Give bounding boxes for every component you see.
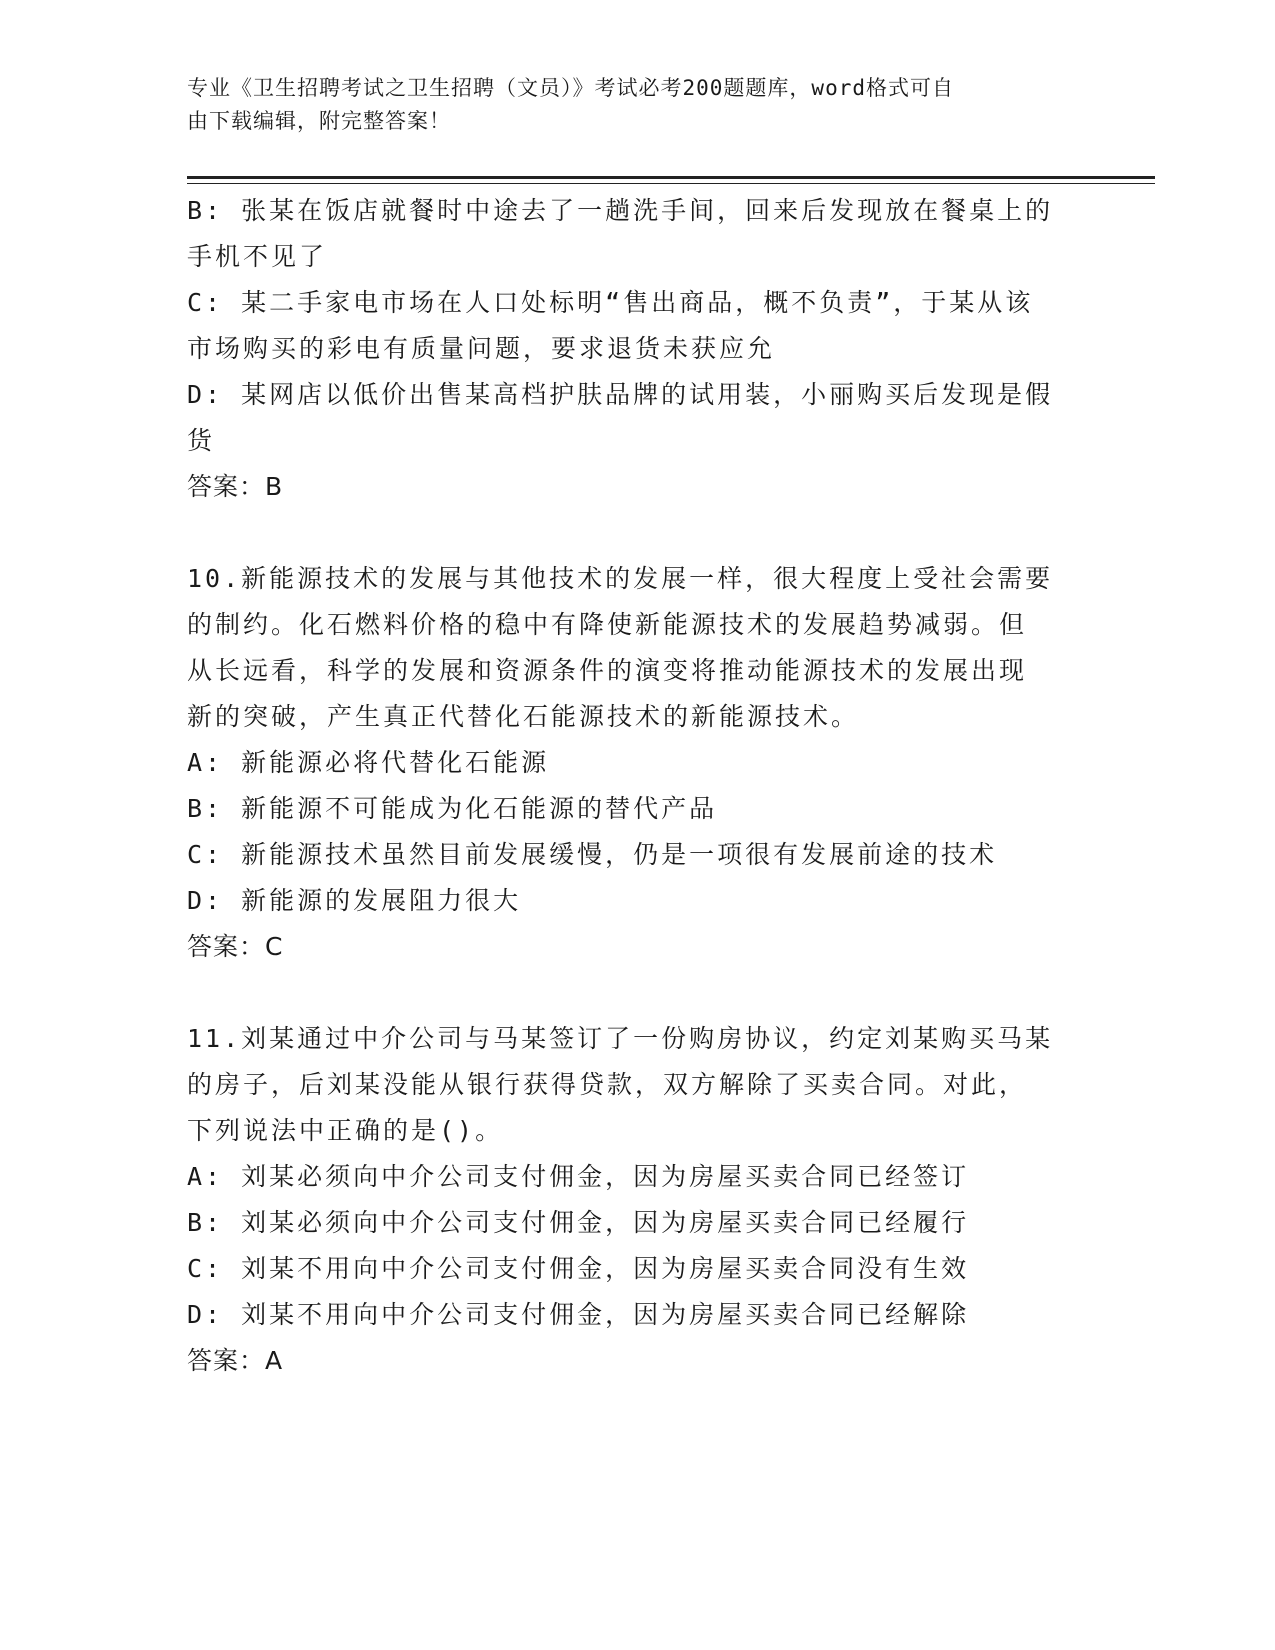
header-divider-thin xyxy=(187,183,1155,184)
question-block-10 xyxy=(187,556,1087,970)
answer-label: 答案：A xyxy=(187,1346,284,1375)
option-c: C: 新能源技术虽然目前发展缓慢，仍是一项很有发展前途的技术 xyxy=(187,840,998,869)
option-b-cont: 手机不见了 xyxy=(187,242,328,271)
question-stem-cont: 的房子，后刘某没能从银行获得贷款，双方解除了买卖合同。对此， xyxy=(187,1070,1028,1099)
block-spacer xyxy=(187,510,1087,556)
question-block-11 xyxy=(187,1016,1087,1384)
option-a: A: 刘某必须向中介公司支付佣金，因为房屋买卖合同已经签订 xyxy=(187,1162,970,1191)
answer-label: 答案：B xyxy=(187,472,284,501)
answer-label: 答案：C xyxy=(187,932,284,961)
option-d: D: 刘某不用向中介公司支付佣金，因为房屋买卖合同已经解除 xyxy=(187,1300,970,1329)
option-c-cont: 市场购买的彩电有质量问题，要求退货未获应允 xyxy=(187,334,776,363)
option-d-cont: 货 xyxy=(187,426,216,455)
header-divider-thick xyxy=(187,176,1155,179)
option-a: A: 新能源必将代替化石能源 xyxy=(187,748,550,777)
option-b: B: 张某在饭店就餐时中途去了一趟洗手间，回来后发现放在餐桌上的 xyxy=(187,196,1054,225)
question-stem: 11.刘某通过中介公司与马某签订了一份购房协议，约定刘某购买马某 xyxy=(187,1024,1054,1053)
option-d: D: 新能源的发展阻力很大 xyxy=(187,886,522,915)
question-stem-cont: 新的突破，产生真正代替化石能源技术的新能源技术。 xyxy=(187,702,860,731)
option-c: C: 某二手家电市场在人口处标明“售出商品，概不负责”，于某从该 xyxy=(187,288,1034,317)
option-b: B: 新能源不可能成为化石能源的替代产品 xyxy=(187,794,718,823)
question-stem-cont: 从长远看，科学的发展和资源条件的演变将推动能源技术的发展出现 xyxy=(187,656,1028,685)
header-line-2: 由下载编辑，附完整答案！ xyxy=(187,109,451,133)
question-stem-cont: 下列说法中正确的是()。 xyxy=(187,1116,504,1145)
question-block-9 xyxy=(187,188,1087,510)
header-line-1: 专业《卫生招聘考试之卫生招聘（文员）》考试必考200题题库，word格式可自 xyxy=(187,76,954,100)
document-header xyxy=(187,72,1067,138)
option-d: D: 某网店以低价出售某高档护肤品牌的试用装，小丽购买后发现是假 xyxy=(187,380,1054,409)
block-spacer xyxy=(187,970,1087,1016)
option-c: C: 刘某不用向中介公司支付佣金，因为房屋买卖合同没有生效 xyxy=(187,1254,970,1283)
question-stem-cont: 的制约。化石燃料价格的稳中有降使新能源技术的发展趋势减弱。但 xyxy=(187,610,1028,639)
question-stem: 10.新能源技术的发展与其他技术的发展一样，很大程度上受社会需要 xyxy=(187,564,1054,593)
question-content xyxy=(187,188,1087,1384)
option-b: B: 刘某必须向中介公司支付佣金，因为房屋买卖合同已经履行 xyxy=(187,1208,970,1237)
